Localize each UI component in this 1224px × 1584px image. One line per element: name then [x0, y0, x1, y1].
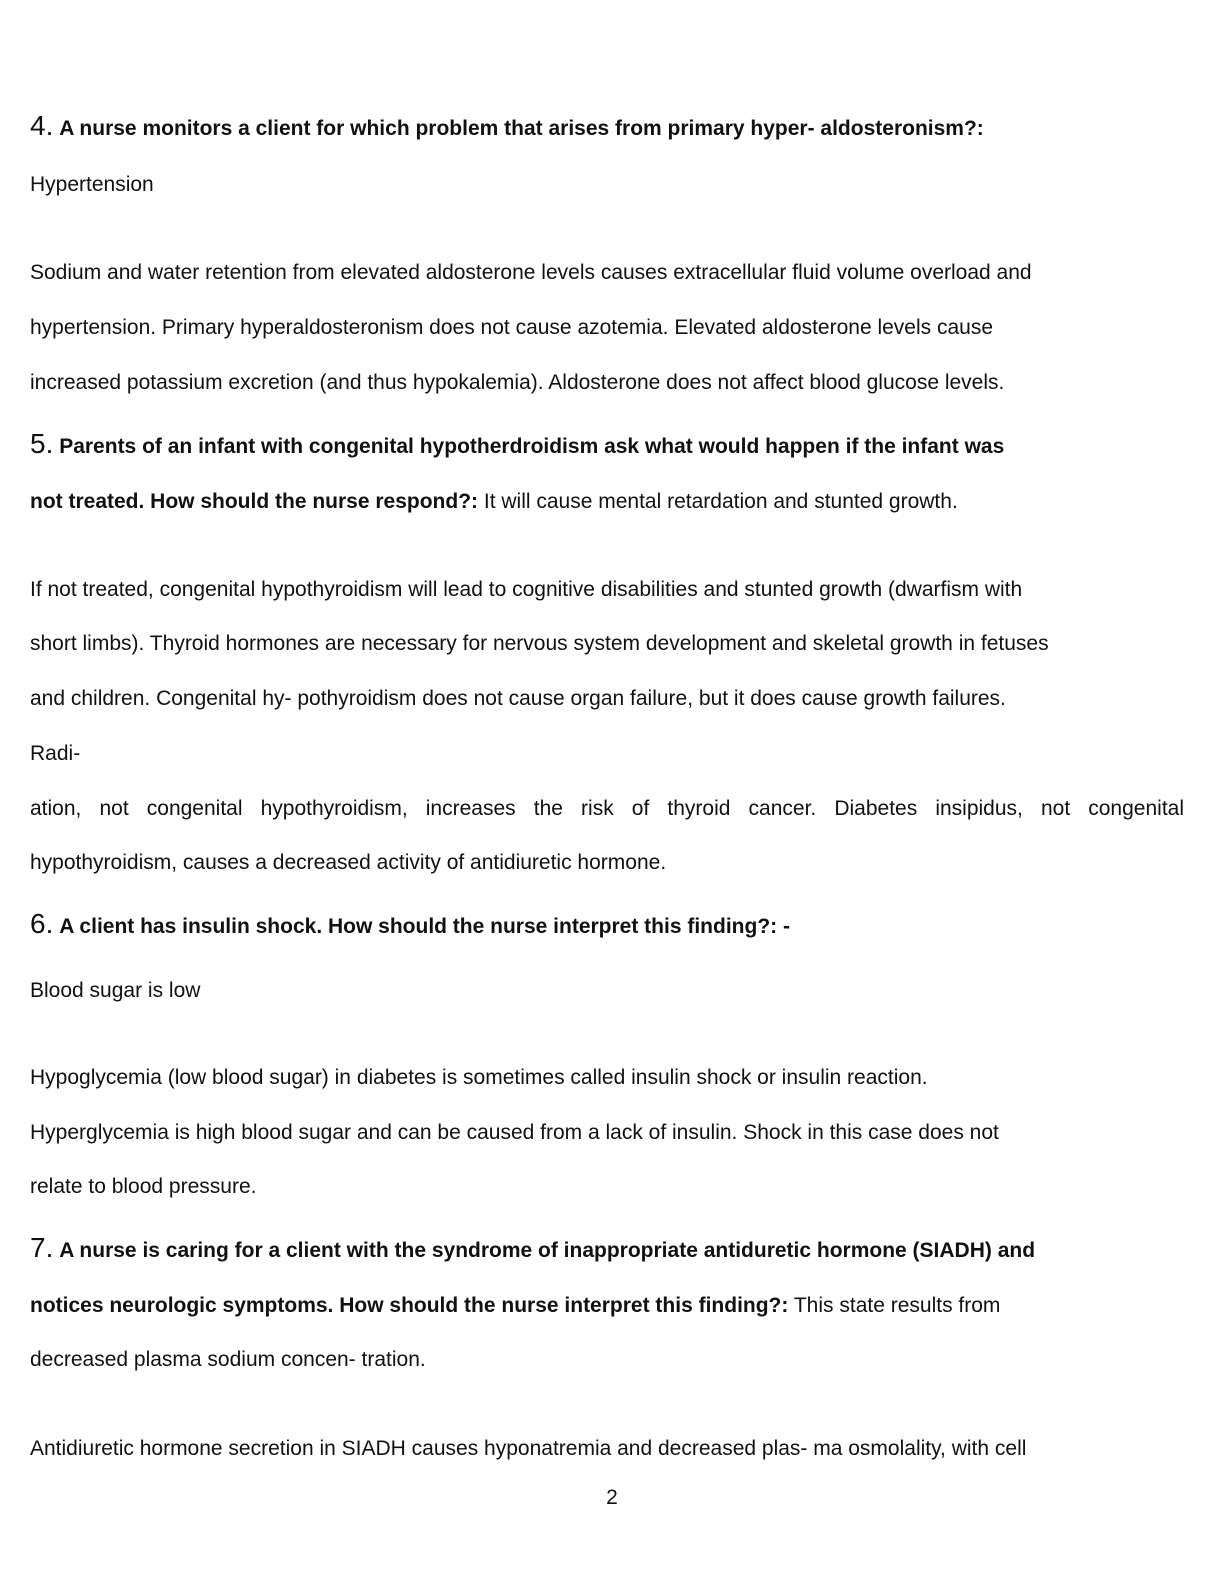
rationale-line: Sodium and water retention from elevated aldosterone levels causes extracellular fluid volume overload and	[30, 261, 1032, 284]
answer-7-continued: decreased plasma sodium concen- tration.	[30, 1348, 426, 1371]
rationale-line: Antidiuretic hormone secretion in SIADH causes hyponatremia and decreased plas- ma osmolality, with cell	[30, 1437, 1027, 1460]
question-text: not treated. How should the nurse respond?:	[30, 490, 479, 513]
rationale-line: and children. Congenital hy- pothyroidism does not cause organ failure, but it does cause growth failures.	[30, 687, 1006, 710]
question-7	[30, 1234, 1035, 1265]
question-7-continued	[30, 1292, 1000, 1320]
question-5-continued	[30, 488, 958, 516]
rationale-line: Hyperglycemia is high blood sugar and can be caused from a lack of insulin. Shock in this case does not	[30, 1121, 999, 1144]
rationale-line: hypertension. Primary hyperaldosteronism does not cause azotemia. Elevated aldosterone levels cause	[30, 316, 994, 339]
rationale-line: Radi-	[30, 742, 81, 765]
rationale-line: If not treated, congenital hypothyroidism will lead to cognitive disabilities and stunted growth (dwarfism with	[30, 578, 1023, 601]
answer-text: It will cause mental retardation and stunted growth.	[483, 490, 958, 513]
page-number: 2	[606, 1486, 618, 1509]
rationale-line: increased potassium excretion (and thus hypokalemia). Aldosterone does not affect blood glucose levels.	[30, 371, 1005, 394]
question-text: A client has insulin shock. How should the nurse interpret this finding?: -	[59, 915, 790, 938]
question-text: Parents of an infant with congenital hypotherdroidism ask what would happen if the infant was	[59, 435, 1005, 458]
question-number: 7.	[30, 1232, 54, 1263]
question-text: A nurse is caring for a client with the syndrome of inappropriate antiduretic hormone (SIADH) and	[59, 1239, 1036, 1262]
question-number: 4.	[30, 110, 54, 141]
rationale-line: ation, not congenital hypothyroidism, increases the risk of thyroid cancer. Diabetes insipidus, not congenital	[30, 797, 1184, 820]
question-text: notices neurologic symptoms. How should the nurse interpret this finding?:	[30, 1294, 789, 1317]
question-text: A nurse monitors a client for which problem that arises from primary hyper- aldosteronism?:	[59, 117, 984, 140]
answer-6: Blood sugar is low	[30, 979, 201, 1002]
rationale-line: hypothyroidism, causes a decreased activity of antidiuretic hormone.	[30, 851, 667, 874]
answer-text: This state results from	[793, 1294, 1001, 1317]
question-6	[30, 910, 790, 941]
rationale-line: Hypoglycemia (low blood sugar) in diabetes is sometimes called insulin shock or insulin reaction.	[30, 1066, 928, 1089]
question-number: 6.	[30, 908, 54, 939]
rationale-line: relate to blood pressure.	[30, 1175, 257, 1198]
question-number: 5.	[30, 428, 54, 459]
rationale-line: short limbs). Thyroid hormones are necessary for nervous system development and skeletal growth in fetuses	[30, 632, 1049, 655]
question-5	[30, 430, 1004, 461]
answer-4: Hypertension	[30, 173, 154, 196]
question-4	[30, 112, 984, 143]
